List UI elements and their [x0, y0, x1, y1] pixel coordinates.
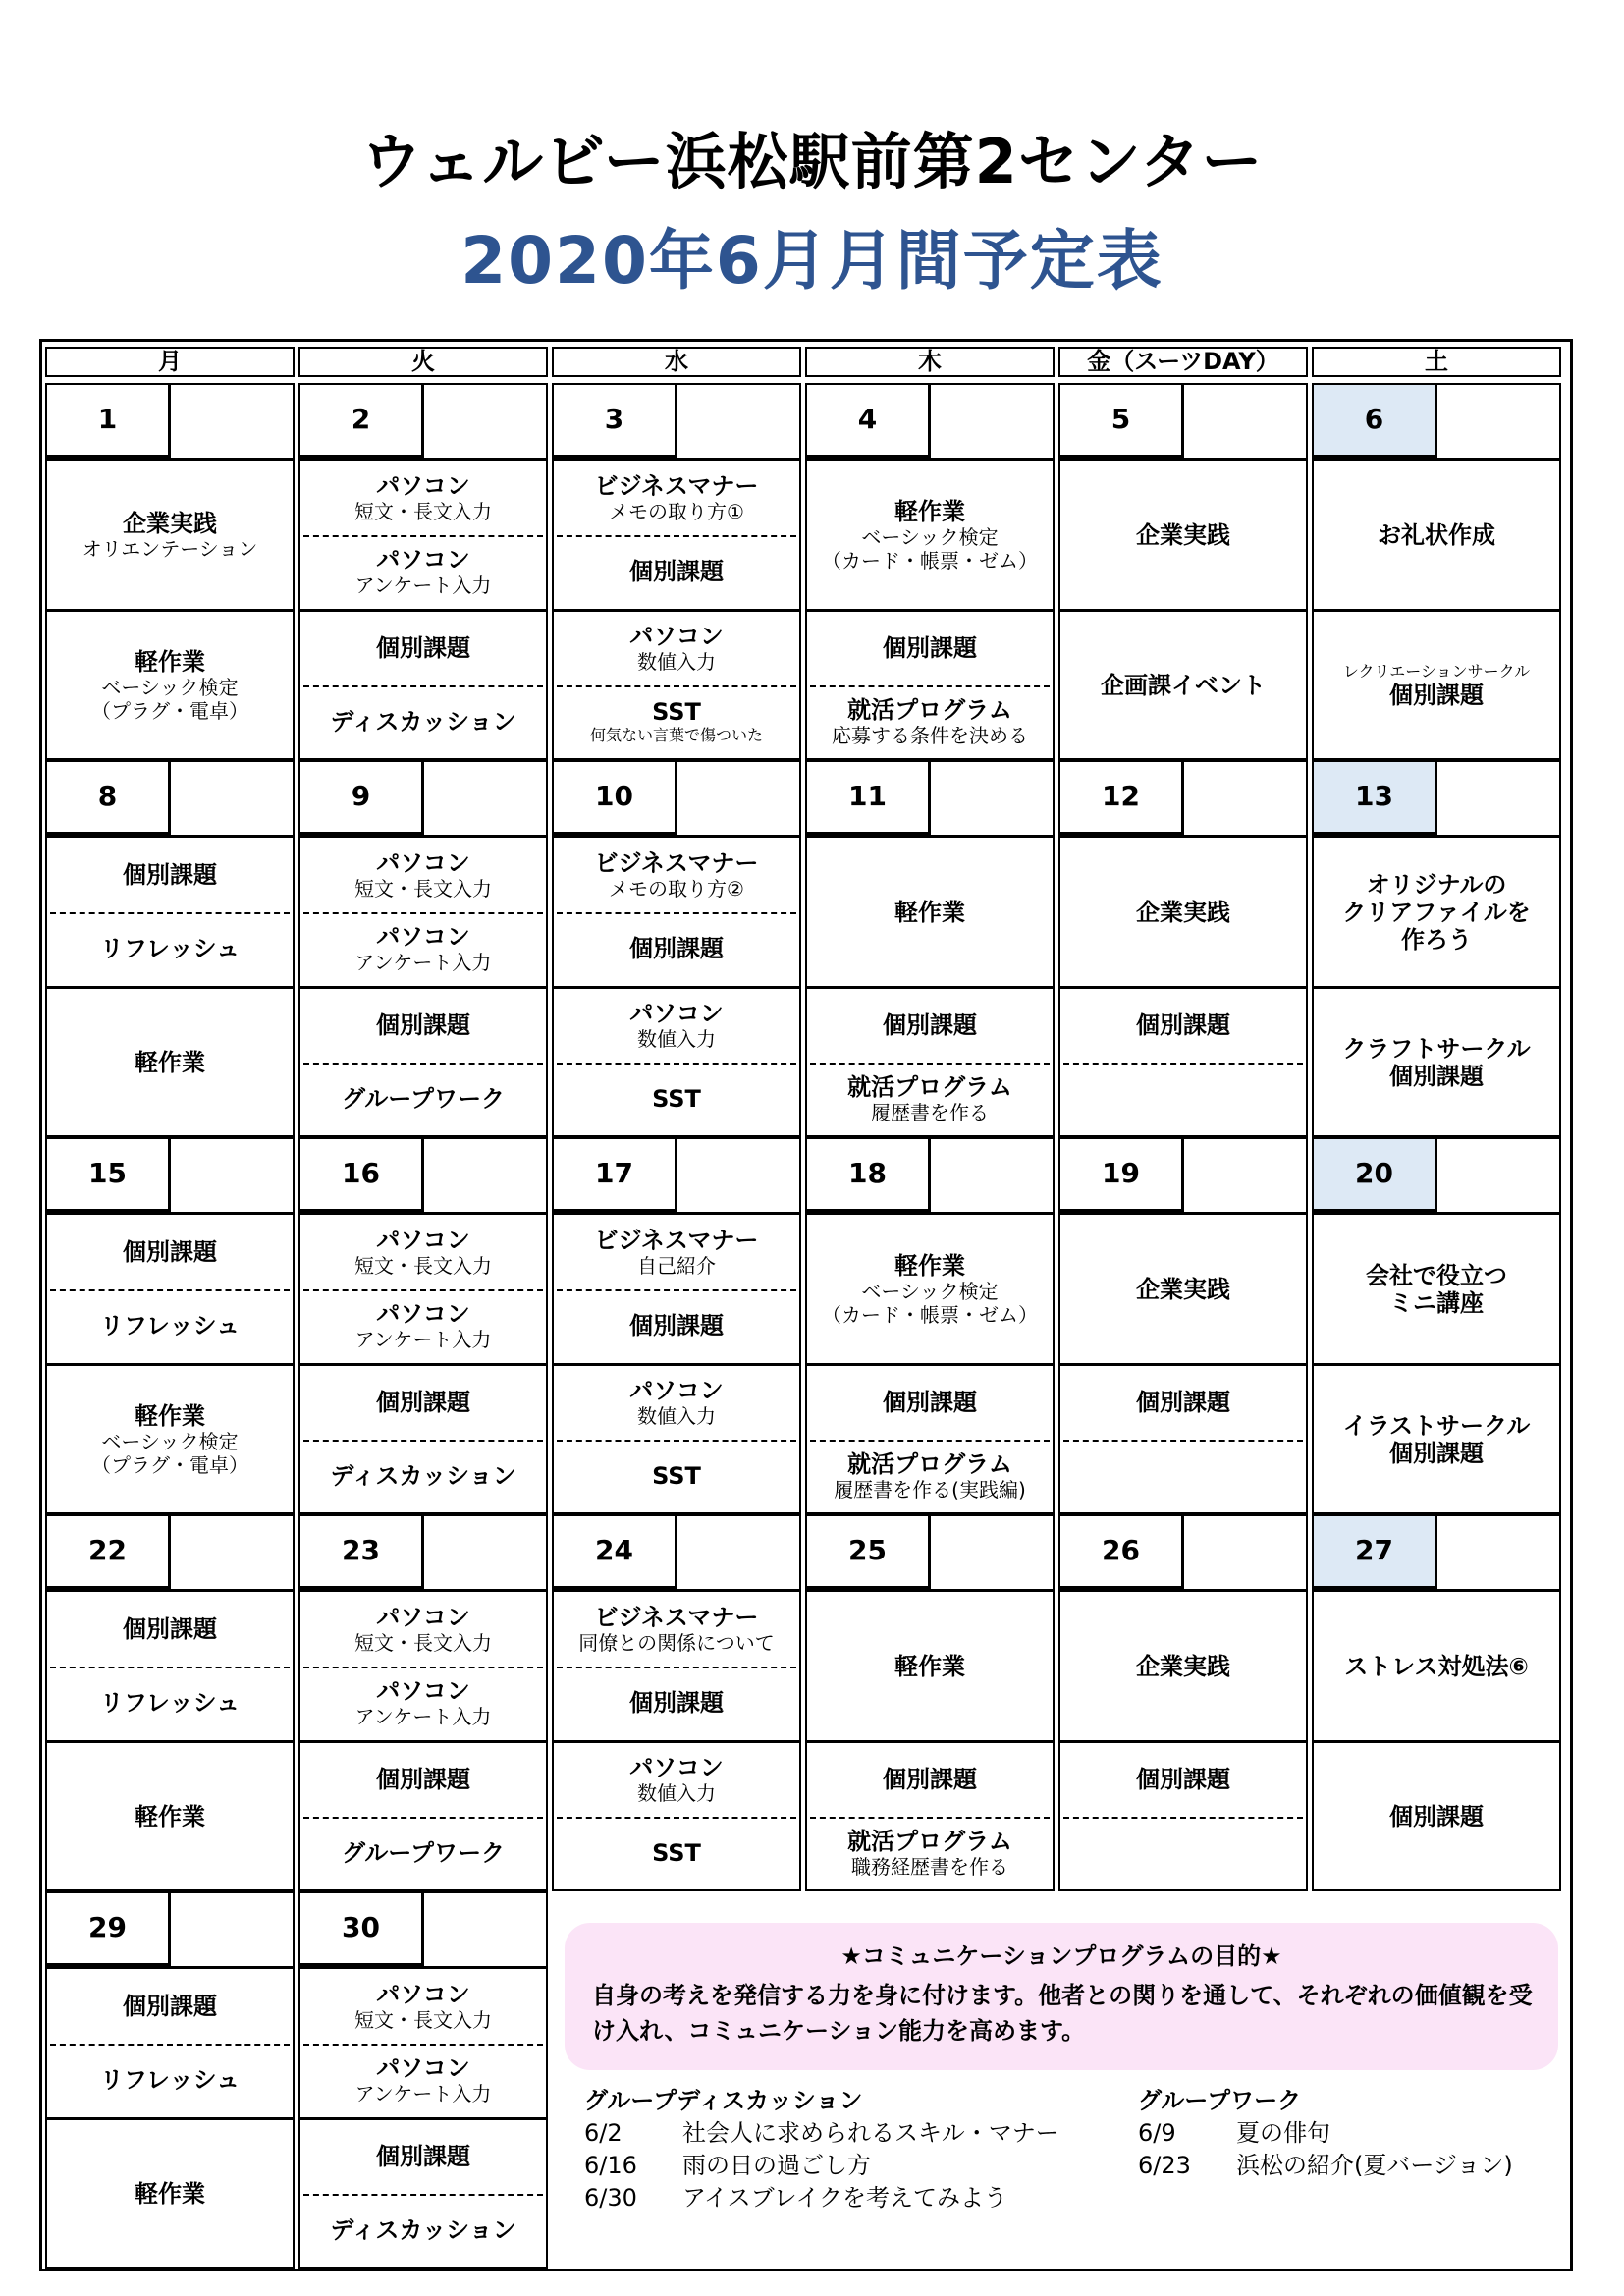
event-detail: ベーシック検定 [101, 1429, 239, 1453]
day-number: 1 [47, 385, 171, 458]
event-block [807, 838, 1053, 986]
event-title: 軽作業 [135, 1401, 205, 1430]
day-number: 30 [300, 1893, 424, 1966]
event-block [47, 1969, 293, 2044]
event-block [1314, 612, 1559, 758]
dashed-divider [557, 1817, 796, 1819]
event-detail: アンケート入力 [354, 1705, 492, 1729]
event-title: ストレス対処法⑥ [1344, 1652, 1529, 1680]
program-purpose-box [565, 1923, 1558, 2070]
day-number: 11 [807, 762, 931, 835]
dashed-divider [557, 685, 796, 687]
event-detail: （プラグ・電卓） [91, 698, 248, 723]
event-title: お礼状作成 [1378, 520, 1495, 549]
dashed-divider [303, 535, 543, 537]
event-title: ディスカッション [330, 1461, 516, 1490]
day-cell [298, 760, 548, 1137]
event-title: 会社で役立つ [1366, 1261, 1507, 1289]
day-number: 10 [554, 762, 677, 835]
dashed-divider [1063, 1063, 1303, 1065]
list-item: 6/30 アイスブレイクを考えてみよう [584, 2184, 1007, 2212]
event-block [1314, 1215, 1559, 1363]
event-title: SST [652, 1084, 701, 1113]
event-title: 個別課題 [883, 1389, 977, 1417]
event-block [1060, 1592, 1306, 1740]
event-detail: （カード・帳票・ゼム） [822, 548, 1038, 573]
day-cell [552, 760, 801, 1137]
event-block [1060, 1215, 1306, 1363]
program-body: 自身の考えを発信する力を身に付けます。他者との関りを通して、それぞれの価値観を受け入れ、コミュニケーション能力を高めます。 [592, 1982, 1533, 2045]
event-title: パソコン [629, 1000, 724, 1028]
day-cell [45, 1514, 295, 1891]
event-block [300, 685, 546, 759]
event-detail: 短文・長文入力 [354, 499, 492, 523]
event-title: オリジナルの [1366, 870, 1507, 899]
event-block [807, 1817, 1053, 1890]
event-block [807, 1743, 1053, 1817]
event-title: ビジネスマナー [594, 848, 759, 877]
event-block [807, 1366, 1053, 1440]
event-title: ビジネスマナー [594, 471, 759, 500]
event-title: 個別課題 [376, 1389, 470, 1417]
event-title: パソコン [376, 2054, 470, 2083]
day-cell [45, 760, 295, 1137]
event-block [1314, 989, 1559, 1135]
event-block [554, 1667, 799, 1741]
groupwork-list [1138, 2085, 1513, 2182]
day-number: 12 [1060, 762, 1184, 835]
dashed-divider [557, 1440, 796, 1442]
event-title: 個別課題 [1389, 1062, 1484, 1090]
event-block [554, 1817, 799, 1890]
event-block [47, 1667, 293, 1741]
event-detail: （カード・帳票・ゼム） [822, 1302, 1038, 1327]
event-block [554, 1366, 799, 1440]
day-number: 18 [807, 1139, 931, 1212]
event-detail: 履歴書を作る [871, 1100, 989, 1124]
event-title: ディスカッション [330, 707, 516, 736]
event-title: ビジネスマナー [594, 1226, 759, 1254]
event-title: パソコン [376, 1677, 470, 1706]
event-title: 個別課題 [629, 935, 724, 963]
day-cell [45, 383, 295, 760]
day-cell [1058, 760, 1308, 1137]
event-title: パソコン [376, 848, 470, 877]
event-block [300, 1366, 546, 1440]
event-title: クリアファイルを [1342, 898, 1531, 926]
event-title: SST [652, 1838, 701, 1867]
dashed-divider [50, 912, 290, 914]
event-block [554, 612, 799, 685]
dashed-divider [303, 912, 543, 914]
event-title: 個別課題 [123, 860, 217, 889]
day-cell [805, 1137, 1055, 1514]
event-block [300, 2044, 546, 2118]
dashed-divider [303, 1289, 543, 1291]
event-detail: アンケート入力 [354, 951, 492, 975]
dashed-divider [303, 2194, 543, 2196]
event-detail: 履歴書を作る(実践編) [834, 1477, 1026, 1502]
event-block [300, 612, 546, 685]
event-title: 軽作業 [894, 898, 965, 926]
event-title: パソコン [629, 623, 724, 651]
event-title: 企画課イベント [1101, 671, 1266, 699]
event-block [47, 1366, 293, 1512]
list-item: 6/23 浜松の紹介(夏バージョン) [1138, 2152, 1513, 2179]
day-number: 23 [300, 1516, 424, 1589]
event-block [554, 1592, 799, 1667]
event-block [807, 1592, 1053, 1740]
dashed-divider [303, 685, 543, 687]
event-block [300, 989, 546, 1063]
event-block [1060, 1817, 1306, 1890]
event-title: パソコン [376, 1226, 470, 1254]
list-item: 6/9 夏の俳句 [1138, 2119, 1330, 2147]
event-block [300, 1592, 546, 1667]
event-title: 作ろう [1401, 925, 1472, 954]
event-title: リフレッシュ [99, 1689, 241, 1718]
event-detail: 短文・長文入力 [354, 1253, 492, 1278]
event-detail: メモの取り方② [609, 876, 744, 901]
groupwork-heading: グループワーク [1138, 2087, 1302, 2114]
event-title: 個別課題 [629, 1689, 724, 1718]
day-number: 13 [1314, 762, 1437, 835]
event-block [300, 1063, 546, 1136]
event-title: 軽作業 [135, 2179, 205, 2208]
event-title: 企業実践 [1136, 898, 1230, 926]
event-title: 企業実践 [1136, 1275, 1230, 1303]
dashed-divider [303, 1667, 543, 1668]
event-block [47, 1215, 293, 1289]
event-title: リフレッシュ [99, 935, 241, 963]
event-detail: 自己紹介 [637, 1253, 716, 1278]
event-block [554, 989, 799, 1063]
dashed-divider [50, 1667, 290, 1668]
day-cell [1312, 760, 1561, 1137]
event-block [1060, 989, 1306, 1063]
dashed-divider [303, 1817, 543, 1819]
weekday-header: 金（スーツDAY） [1058, 347, 1308, 377]
event-title: 個別課題 [883, 1766, 977, 1794]
event-block [554, 1440, 799, 1513]
event-block [554, 1063, 799, 1136]
dashed-divider [810, 685, 1050, 687]
event-title: 軽作業 [894, 1652, 965, 1680]
weekday-header: 水 [552, 347, 801, 377]
day-number: 26 [1060, 1516, 1184, 1589]
event-block [807, 612, 1053, 685]
event-title: 個別課題 [1389, 681, 1484, 709]
discussion-list [584, 2085, 1059, 2214]
event-block [807, 685, 1053, 759]
event-block [1060, 1366, 1306, 1440]
event-title: 企業実践 [123, 509, 217, 537]
event-title: ビジネスマナー [594, 1603, 759, 1631]
day-number: 29 [47, 1893, 171, 1966]
event-title: パソコン [376, 546, 470, 574]
event-title: グループワーク [341, 1838, 506, 1867]
event-title: 個別課題 [1389, 1439, 1484, 1467]
day-number: 2 [300, 385, 424, 458]
event-block [807, 1215, 1053, 1363]
event-block [807, 1063, 1053, 1136]
weekday-header: 木 [805, 347, 1055, 377]
event-title: 個別課題 [376, 2143, 470, 2171]
day-cell [298, 1514, 548, 1891]
event-detail: ベーシック検定 [861, 1279, 999, 1303]
event-block [1060, 838, 1306, 986]
event-title: 個別課題 [1389, 1802, 1484, 1831]
event-block [300, 1969, 546, 2044]
event-title: 軽作業 [894, 1251, 965, 1280]
event-block [300, 461, 546, 535]
day-number: 5 [1060, 385, 1184, 458]
event-block [554, 535, 799, 610]
event-title: 企業実践 [1136, 520, 1230, 549]
event-title: パソコン [376, 923, 470, 952]
event-title: 就活プログラム [847, 1072, 1012, 1101]
event-title: リフレッシュ [99, 2066, 241, 2095]
dashed-divider [303, 1063, 543, 1065]
page-subtitle: 2020年6月月間予定表 [460, 223, 1164, 299]
day-cell [552, 1514, 801, 1891]
event-block [47, 989, 293, 1135]
event-block [1060, 461, 1306, 609]
event-detail: アンケート入力 [354, 574, 492, 598]
event-title: 就活プログラム [847, 1449, 1012, 1478]
event-block [300, 1440, 546, 1513]
event-detail: 短文・長文入力 [354, 1630, 492, 1655]
day-cell [1312, 383, 1561, 760]
dashed-divider [50, 2044, 290, 2046]
day-number: 19 [1060, 1139, 1184, 1212]
event-title: 就活プログラム [847, 1827, 1012, 1855]
event-block [300, 2120, 546, 2194]
day-cell [805, 383, 1055, 760]
day-cell [1312, 1514, 1561, 1891]
event-block [47, 461, 293, 609]
event-detail: 短文・長文入力 [354, 2007, 492, 2032]
event-block [1314, 461, 1559, 609]
event-block [554, 1743, 799, 1817]
event-block [554, 1289, 799, 1364]
event-title: 個別課題 [123, 1237, 217, 1266]
event-title: リフレッシュ [99, 1312, 241, 1340]
event-title: 個別課題 [376, 1011, 470, 1040]
dashed-divider [50, 1289, 290, 1291]
day-number: 4 [807, 385, 931, 458]
event-title: 個別課題 [376, 634, 470, 663]
event-title: 就活プログラム [847, 695, 1012, 724]
event-block [554, 1215, 799, 1289]
event-title: 軽作業 [135, 1048, 205, 1076]
event-title: SST [652, 1461, 701, 1490]
event-title: 企業実践 [1136, 1652, 1230, 1680]
event-detail: 同僚との関係について [578, 1630, 775, 1655]
event-detail: （プラグ・電卓） [91, 1452, 248, 1477]
event-detail: ベーシック検定 [101, 675, 239, 699]
event-detail: 数値入力 [637, 1781, 716, 1806]
weekday-header: 月 [45, 347, 295, 377]
weekday-header: 火 [298, 347, 548, 377]
event-block [554, 912, 799, 987]
event-title: 個別課題 [883, 634, 977, 663]
dashed-divider [810, 1817, 1050, 1819]
day-cell [1058, 1514, 1308, 1891]
event-detail: 職務経歴書を作る [851, 1854, 1008, 1879]
day-cell [805, 1514, 1055, 1891]
event-block [300, 838, 546, 912]
day-cell [805, 760, 1055, 1137]
event-title: 個別課題 [1136, 1389, 1230, 1417]
event-detail: 何気ない言葉で傷ついた [589, 725, 763, 744]
event-title: SST [652, 697, 701, 726]
event-block [807, 1440, 1053, 1513]
event-title: 個別課題 [123, 1614, 217, 1643]
day-number: 22 [47, 1516, 171, 1589]
day-cell [1312, 1137, 1561, 1514]
event-title: 個別課題 [1136, 1766, 1230, 1794]
event-detail: 数値入力 [637, 1027, 716, 1052]
event-title: 軽作業 [135, 1802, 205, 1831]
event-title: 個別課題 [629, 558, 724, 586]
event-block [1314, 1592, 1559, 1740]
event-title: パソコン [376, 1300, 470, 1329]
event-block [47, 1743, 293, 1889]
event-block [47, 2044, 293, 2118]
event-block [1314, 1366, 1559, 1512]
event-block [1060, 1743, 1306, 1817]
day-number: 16 [300, 1139, 424, 1212]
event-title: ディスカッション [330, 2215, 516, 2244]
dashed-divider [557, 1667, 796, 1668]
event-title: パソコン [376, 471, 470, 500]
event-block [554, 461, 799, 535]
event-block [300, 1289, 546, 1364]
event-detail: 短文・長文入力 [354, 876, 492, 901]
event-detail: オリエンテーション [81, 536, 258, 561]
event-detail: 数値入力 [637, 1404, 716, 1429]
event-block [1060, 1063, 1306, 1136]
day-cell [298, 1137, 548, 1514]
day-number: 9 [300, 762, 424, 835]
day-cell [552, 383, 801, 760]
event-block [1060, 612, 1306, 758]
program-title: ★コミュニケーションプログラムの目的★ [840, 1942, 1282, 1970]
event-title: 軽作業 [894, 497, 965, 525]
day-number: 17 [554, 1139, 677, 1212]
day-number: 25 [807, 1516, 931, 1589]
day-number: 6 [1314, 385, 1437, 458]
event-title: パソコン [629, 1754, 724, 1782]
day-number: 3 [554, 385, 677, 458]
list-item: 6/2 社会人に求められるスキル・マナー [584, 2119, 1059, 2147]
event-block [47, 912, 293, 987]
event-block [300, 1817, 546, 1890]
event-title: 個別課題 [629, 1312, 724, 1340]
dashed-divider [303, 2044, 543, 2046]
event-block [47, 838, 293, 912]
event-title: 個別課題 [123, 1992, 217, 2020]
event-block [554, 685, 799, 759]
list-item: 6/16 雨の日の過ごし方 [584, 2152, 871, 2179]
dashed-divider [557, 535, 796, 537]
event-title: パソコン [376, 1603, 470, 1631]
program-info [551, 1893, 1571, 2269]
event-title: 個別課題 [1136, 1011, 1230, 1040]
event-title: パソコン [629, 1377, 724, 1405]
discussion-heading: グループディスカッション [584, 2087, 863, 2114]
event-block [1314, 1743, 1559, 1889]
event-title: グループワーク [341, 1084, 506, 1113]
event-detail: 応募する条件を決める [832, 723, 1028, 747]
event-block [300, 1743, 546, 1817]
event-block [807, 461, 1053, 609]
event-block [554, 838, 799, 912]
dashed-divider [557, 1063, 796, 1065]
event-block [47, 612, 293, 758]
day-number: 8 [47, 762, 171, 835]
event-block [300, 1215, 546, 1289]
event-title: クラフトサークル [1342, 1034, 1531, 1063]
event-block [47, 2120, 293, 2267]
event-detail: 数値入力 [637, 650, 716, 675]
event-block [300, 912, 546, 987]
event-detail: アンケート入力 [354, 1328, 492, 1352]
event-title: 個別課題 [376, 1766, 470, 1794]
event-title: パソコン [376, 1980, 470, 2008]
dashed-divider [557, 1289, 796, 1291]
event-title: 個別課題 [883, 1011, 977, 1040]
day-cell [1058, 1137, 1308, 1514]
day-cell [552, 1137, 801, 1514]
dashed-divider [1063, 1440, 1303, 1442]
day-cell [298, 1891, 548, 2269]
event-title: ミニ講座 [1389, 1288, 1484, 1317]
day-number: 27 [1314, 1516, 1437, 1589]
event-title: 軽作業 [135, 647, 205, 676]
dashed-divider [303, 1440, 543, 1442]
day-cell [45, 1891, 295, 2269]
event-detail: アンケート入力 [354, 2082, 492, 2106]
event-block [300, 1667, 546, 1741]
day-number: 15 [47, 1139, 171, 1212]
event-block [1060, 1440, 1306, 1513]
dashed-divider [810, 1063, 1050, 1065]
day-cell [298, 383, 548, 760]
day-number: 20 [1314, 1139, 1437, 1212]
event-block [300, 535, 546, 610]
event-detail: メモの取り方① [609, 499, 744, 523]
weekday-header: 土 [1312, 347, 1561, 377]
event-note: レクリエーションサークル [1342, 661, 1531, 681]
event-block [807, 989, 1053, 1063]
event-block [47, 1592, 293, 1667]
event-block [300, 2194, 546, 2268]
dashed-divider [1063, 1817, 1303, 1819]
event-title: イラストサークル [1342, 1411, 1531, 1440]
event-block [1314, 838, 1559, 986]
day-number: 24 [554, 1516, 677, 1589]
event-block [47, 1289, 293, 1364]
day-cell [45, 1137, 295, 1514]
dashed-divider [557, 912, 796, 914]
event-detail: ベーシック検定 [861, 524, 999, 549]
day-cell [1058, 383, 1308, 760]
dashed-divider [810, 1440, 1050, 1442]
page-title: ウェルビー浜松駅前第2センター [360, 126, 1264, 197]
